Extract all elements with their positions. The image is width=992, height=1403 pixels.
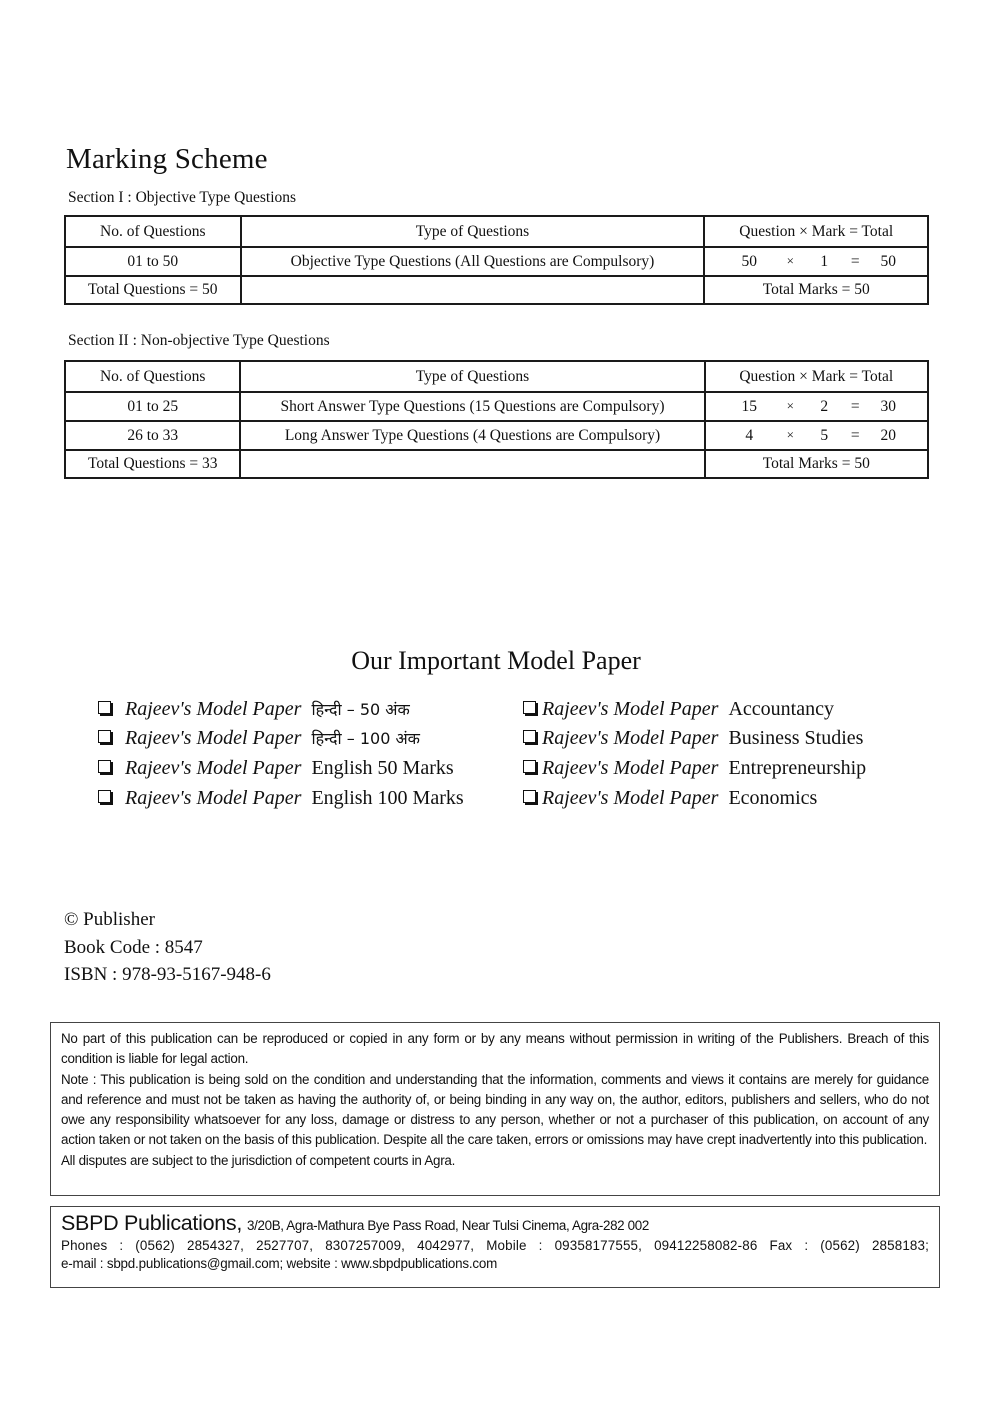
publisher-box — [50, 1206, 940, 1288]
model-paper-brand: Rajeev's Model Paper — [542, 787, 719, 809]
total-questions: Total Questions = 33 — [65, 450, 240, 478]
equals-sign: = — [850, 397, 860, 415]
table-header-row — [65, 216, 928, 247]
book-code: Book Code : 8547 — [64, 936, 203, 958]
table-row — [65, 247, 928, 276]
model-paper-brand: Rajeev's Model Paper — [125, 787, 302, 809]
isbn: ISBN : 978-93-5167-948-6 — [64, 964, 271, 985]
model-paper-subject: Accountancy — [728, 698, 834, 720]
question-mark-total — [704, 247, 928, 276]
publisher-address: 3/20B, Agra-Mathura Bye Pass Road, Near Tulsi Cinema, Agra-282 002 — [247, 1218, 649, 1233]
header-no-of-questions: No. of Questions — [65, 216, 241, 247]
question-type: Long Answer Type Questions (4 Questions are Compulsory) — [240, 421, 704, 450]
model-papers-title: Our Important Model Paper — [351, 646, 641, 675]
checkbox-square-icon — [523, 730, 536, 743]
question-range: 01 to 50 — [65, 247, 241, 276]
equals-sign: = — [850, 426, 860, 444]
question-count: 4 — [745, 426, 754, 444]
header-type-of-questions: Type of Questions — [240, 361, 704, 392]
header-question-mark-total: Question × Mark = Total — [704, 216, 928, 247]
question-mark-total — [705, 392, 928, 421]
checkbox-square-icon — [98, 760, 111, 773]
total-marks: Total Marks = 50 — [704, 276, 928, 304]
publication-info — [64, 906, 271, 989]
table-total-row — [65, 450, 928, 478]
model-paper-item — [98, 757, 454, 780]
copyright-line: © Publisher — [64, 909, 155, 930]
total-marks: Total Marks = 50 — [705, 450, 928, 478]
header-question-mark-total: Question × Mark = Total — [705, 361, 928, 392]
question-type: Objective Type Questions (All Questions are Compulsory) — [241, 247, 705, 276]
checkbox-square-icon — [523, 701, 536, 714]
question-range: 26 to 33 — [65, 421, 240, 450]
model-paper-item — [523, 698, 834, 721]
equals-sign: = — [850, 252, 860, 270]
publisher-email-website: e-mail : sbpd.publications@gmail.com; website : www.sbpdpublications.com — [61, 1256, 498, 1271]
model-paper-item — [523, 727, 863, 750]
question-count: 50 — [741, 252, 757, 270]
empty-cell — [240, 450, 704, 478]
empty-cell — [241, 276, 705, 304]
checkbox-square-icon — [523, 760, 536, 773]
checkbox-square-icon — [98, 730, 111, 743]
model-paper-item — [98, 787, 464, 810]
model-paper-brand: Rajeev's Model Paper — [125, 757, 302, 779]
model-paper-brand: Rajeev's Model Paper — [125, 727, 302, 749]
model-paper-subject: हिन्दी – 50 अंक — [311, 700, 410, 719]
table-total-row — [65, 276, 928, 304]
publisher-name: SBPD Publications, — [61, 1211, 243, 1235]
model-paper-brand: Rajeev's Model Paper — [542, 727, 719, 749]
question-mark-total — [705, 421, 928, 450]
question-type: Short Answer Type Questions (15 Questions are Compulsory) — [240, 392, 704, 421]
model-paper-subject: Business Studies — [728, 727, 864, 749]
checkbox-square-icon — [98, 790, 111, 803]
header-type-of-questions: Type of Questions — [241, 216, 705, 247]
model-paper-brand: Rajeev's Model Paper — [542, 698, 719, 720]
header-no-of-questions: No. of Questions — [65, 361, 240, 392]
section-2-label: Section II : Non-objective Type Questions — [68, 332, 330, 349]
table-row — [65, 421, 928, 450]
model-paper-brand: Rajeev's Model Paper — [125, 698, 302, 720]
table-header-row — [65, 361, 928, 392]
row-total: 30 — [880, 397, 897, 415]
question-count: 15 — [741, 397, 758, 415]
total-questions: Total Questions = 50 — [65, 276, 241, 304]
mark-value: 5 — [820, 426, 829, 444]
model-paper-item — [523, 787, 817, 810]
model-paper-item — [523, 757, 866, 780]
section-1-marking-table — [64, 215, 929, 305]
jurisdiction-note: All disputes are subject to the jurisdiction of competent courts in Agra. — [61, 1152, 456, 1168]
section-1-label: Section I : Objective Type Questions — [68, 189, 297, 206]
model-paper-subject: English 50 Marks — [311, 757, 454, 779]
model-paper-subject: Entrepreneurship — [728, 757, 867, 779]
mark-value: 1 — [820, 252, 829, 270]
copyright-notice: No part of this publication can be reproduced or copied in any form or by any means without permission in writing of the Publishers. Breach of this condition is liable for legal action. — [61, 1031, 929, 1067]
model-paper-subject: हिन्दी – 100 अंक — [311, 729, 420, 748]
publisher-phones: Phones : (0562) 2854327, 2527707, 8307257009, 4042977, Mobile : 09358177555, 09412258082-86 Fax : (0562) 2858183; — [61, 1238, 929, 1253]
model-paper-item — [98, 727, 420, 750]
times-sign: × — [786, 252, 794, 268]
times-sign: × — [786, 426, 794, 442]
section-2-marking-table — [64, 360, 929, 479]
page-title: Marking Scheme — [66, 143, 268, 175]
question-range: 01 to 25 — [65, 392, 240, 421]
disclaimer-note: Note : This publication is being sold on the condition and understanding that the information, comments and views it contains are merely for guidance and reference and must not be taken as having the authority of, or being binding in any way on, the author, editors, publishers and sellers, who do not owe any responsibility whatsoever for any loss, damage or distress to any person, whether or not a purchaser of this publication, on account of any action taken or not taken on the basis of this publication. Despite all the care taken, errors or omissions may have crept inadvertently into this publication. — [61, 1071, 929, 1148]
model-paper-subject: English 100 Marks — [311, 787, 464, 809]
checkbox-square-icon — [98, 701, 111, 714]
row-total: 20 — [880, 426, 897, 444]
model-paper-item — [98, 698, 410, 721]
times-sign: × — [786, 397, 794, 413]
table-row — [65, 392, 928, 421]
legal-notice-box — [50, 1022, 940, 1196]
checkbox-square-icon — [523, 790, 536, 803]
mark-value: 2 — [820, 397, 829, 415]
model-paper-brand: Rajeev's Model Paper — [542, 757, 719, 779]
model-paper-subject: Economics — [728, 787, 818, 809]
row-total: 50 — [880, 252, 896, 270]
